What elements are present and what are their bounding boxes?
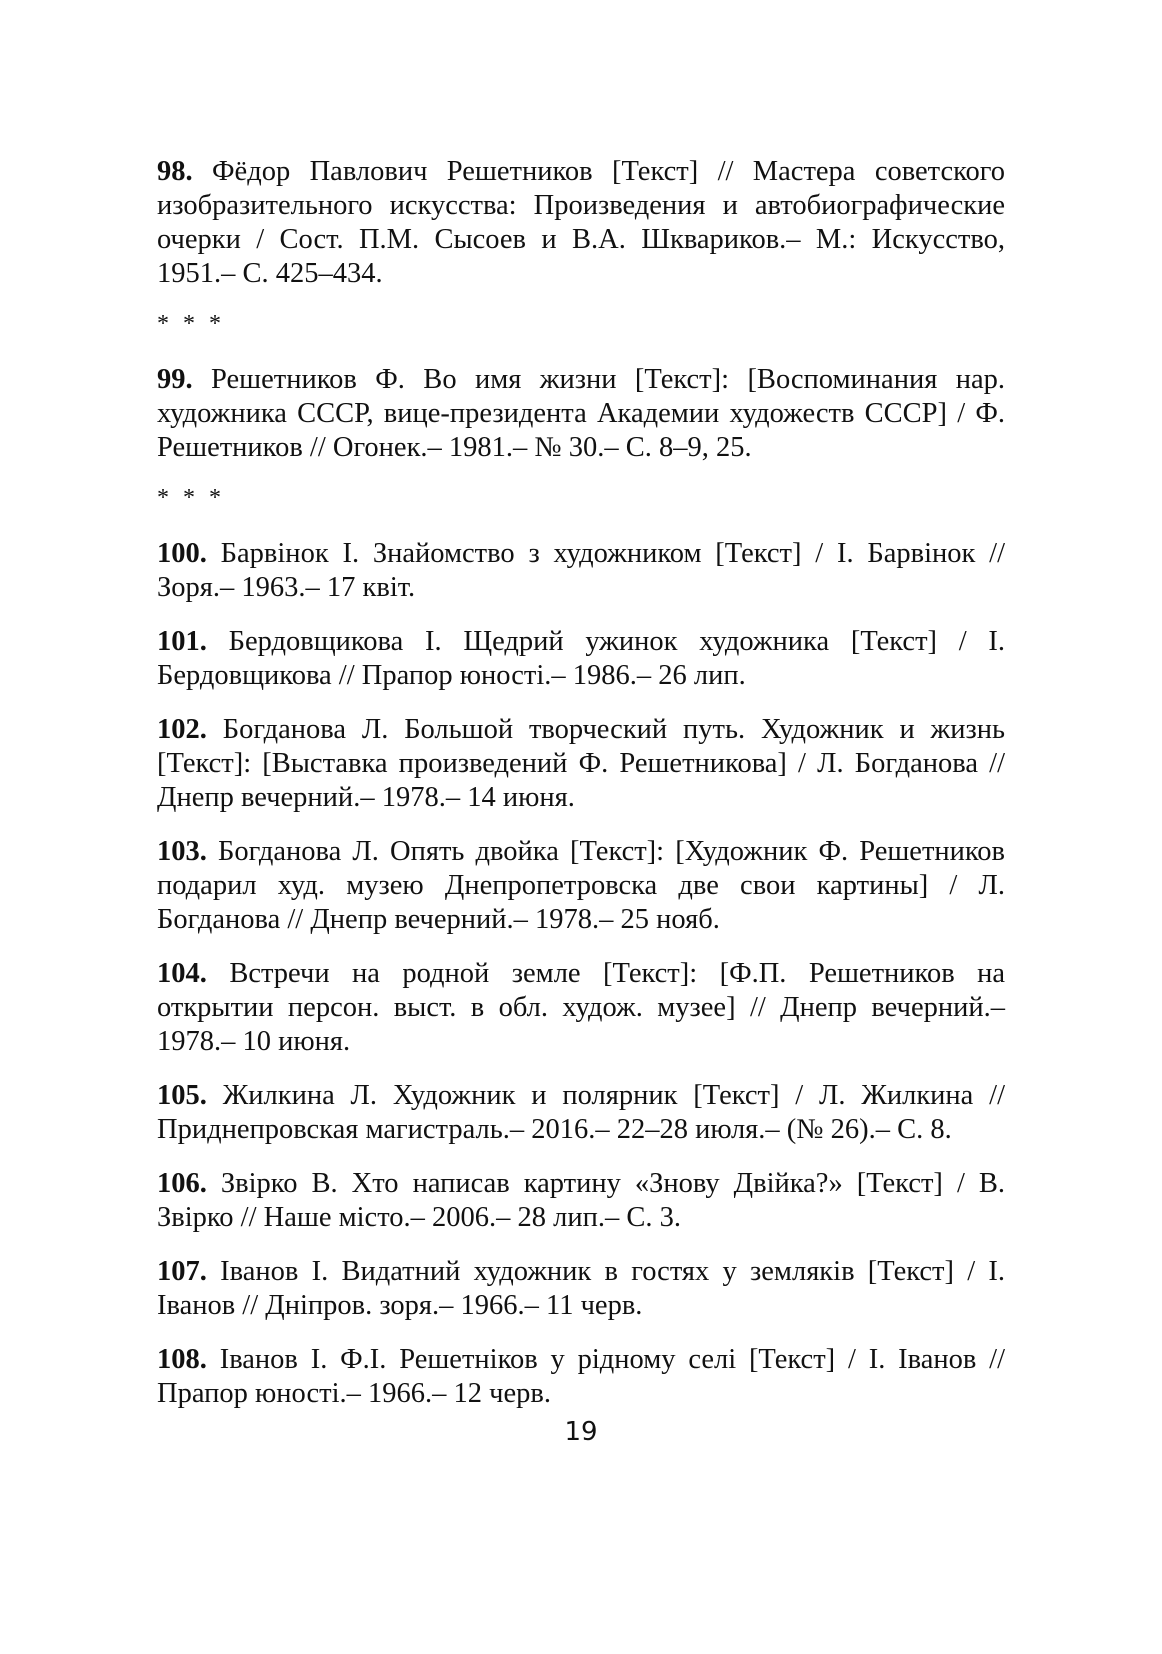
entry-number: 107. (157, 1256, 207, 1287)
page-number: 19 (564, 1417, 598, 1447)
section-separator: * * * (157, 311, 225, 337)
entry-text: Решетников Ф. Во имя жизни [Текст]: [Воспоминания нар. художника СССР, вице-президента Академии художеств СССР] / Ф. Решетников // Огонек.– 1981.– № 30.– С. 8–9, 25. (157, 364, 1006, 463)
entry-number: 99. (157, 364, 193, 395)
entry-number: 108. (157, 1344, 207, 1375)
entry-number: 101. (157, 626, 207, 657)
bibliography-entry-106 (157, 1167, 1005, 1235)
bibliography-entry-102 (157, 713, 1005, 815)
entry-number: 105. (157, 1080, 207, 1111)
entry-text: Жилкина Л. Художник и полярник [Текст] / Л. Жилкина // Приднепровская магистраль.– 2016.– 22–28 июля.– (№ 26).– С. 8. (157, 1080, 1006, 1145)
entry-text: Богданова Л. Опять двойка [Текст]: [Художник Ф. Решетников подарил худ. музею Днепропетровска две свои картины] / Л. Богданова // Днепр вечерний.– 1978.– 25 нояб. (157, 836, 1006, 935)
entry-text: Фёдор Павлович Решетников [Текст] // Мастера советского изобразительного искусства: Произведения и автобиографические очерки / Сост. П.М. Сысоев и В.А. Шквариков.– М.: Искусство, 1951.– С. 425–434. (157, 156, 1006, 289)
bibliography-entry-101 (157, 625, 1005, 693)
bibliography-entry-108 (157, 1343, 1005, 1411)
bibliography-entry-103 (157, 835, 1005, 937)
bibliography-entry-98 (157, 155, 1005, 291)
entry-number: 103. (157, 836, 207, 867)
bibliography-entry-107 (157, 1255, 1005, 1323)
entry-text: Барвінок І. Знайомство з художником [Текст] / І. Барвінок // Зоря.– 1963.– 17 квіт. (157, 538, 1005, 603)
bibliography-entry-100 (157, 537, 1005, 605)
bibliography-entry-104 (157, 957, 1005, 1059)
entry-text: Встречи на родной земле [Текст]: [Ф.П. Решетников на открытии персон. выст. в обл. худож. музее] // Днепр вечерний.– 1978.– 10 июня. (157, 958, 1005, 1057)
entry-number: 104. (157, 958, 207, 989)
entry-number: 98. (157, 156, 193, 187)
entry-number: 102. (157, 714, 207, 745)
section-separator: * * * (157, 485, 225, 511)
entry-number: 106. (157, 1168, 207, 1199)
entry-text: Богданова Л. Большой творческий путь. Художник и жизнь [Текст]: [Выставка произведений Ф. Решетникова] / Л. Богданова // Днепр вечерний.– 1978.– 14 июня. (157, 714, 1006, 813)
entry-number: 100. (157, 538, 207, 569)
entry-text: Бердовщикова І. Щедрий ужинок художника [Текст] / І. Бердовщикова // Прапор юності.– 1986.– 26 лип. (157, 626, 1005, 691)
bibliography-list (157, 155, 1005, 1431)
bibliography-entry-99 (157, 363, 1005, 465)
entry-text: Звірко В. Хто написав картину «Знову Двійка?» [Текст] / В. Звірко // Наше місто.– 2006.– 28 лип.– С. 3. (157, 1168, 1006, 1233)
entry-text: Іванов І. Видатний художник в гостях у земляків [Текст] / І. Іванов // Дніпров. зоря.– 1966.– 11 черв. (157, 1256, 1006, 1321)
entry-text: Іванов І. Ф.І. Решетніков у рідному селі [Текст] / І. Іванов // Прапор юності.– 1966.– 12 черв. (157, 1344, 1005, 1409)
bibliography-entry-105 (157, 1079, 1005, 1147)
